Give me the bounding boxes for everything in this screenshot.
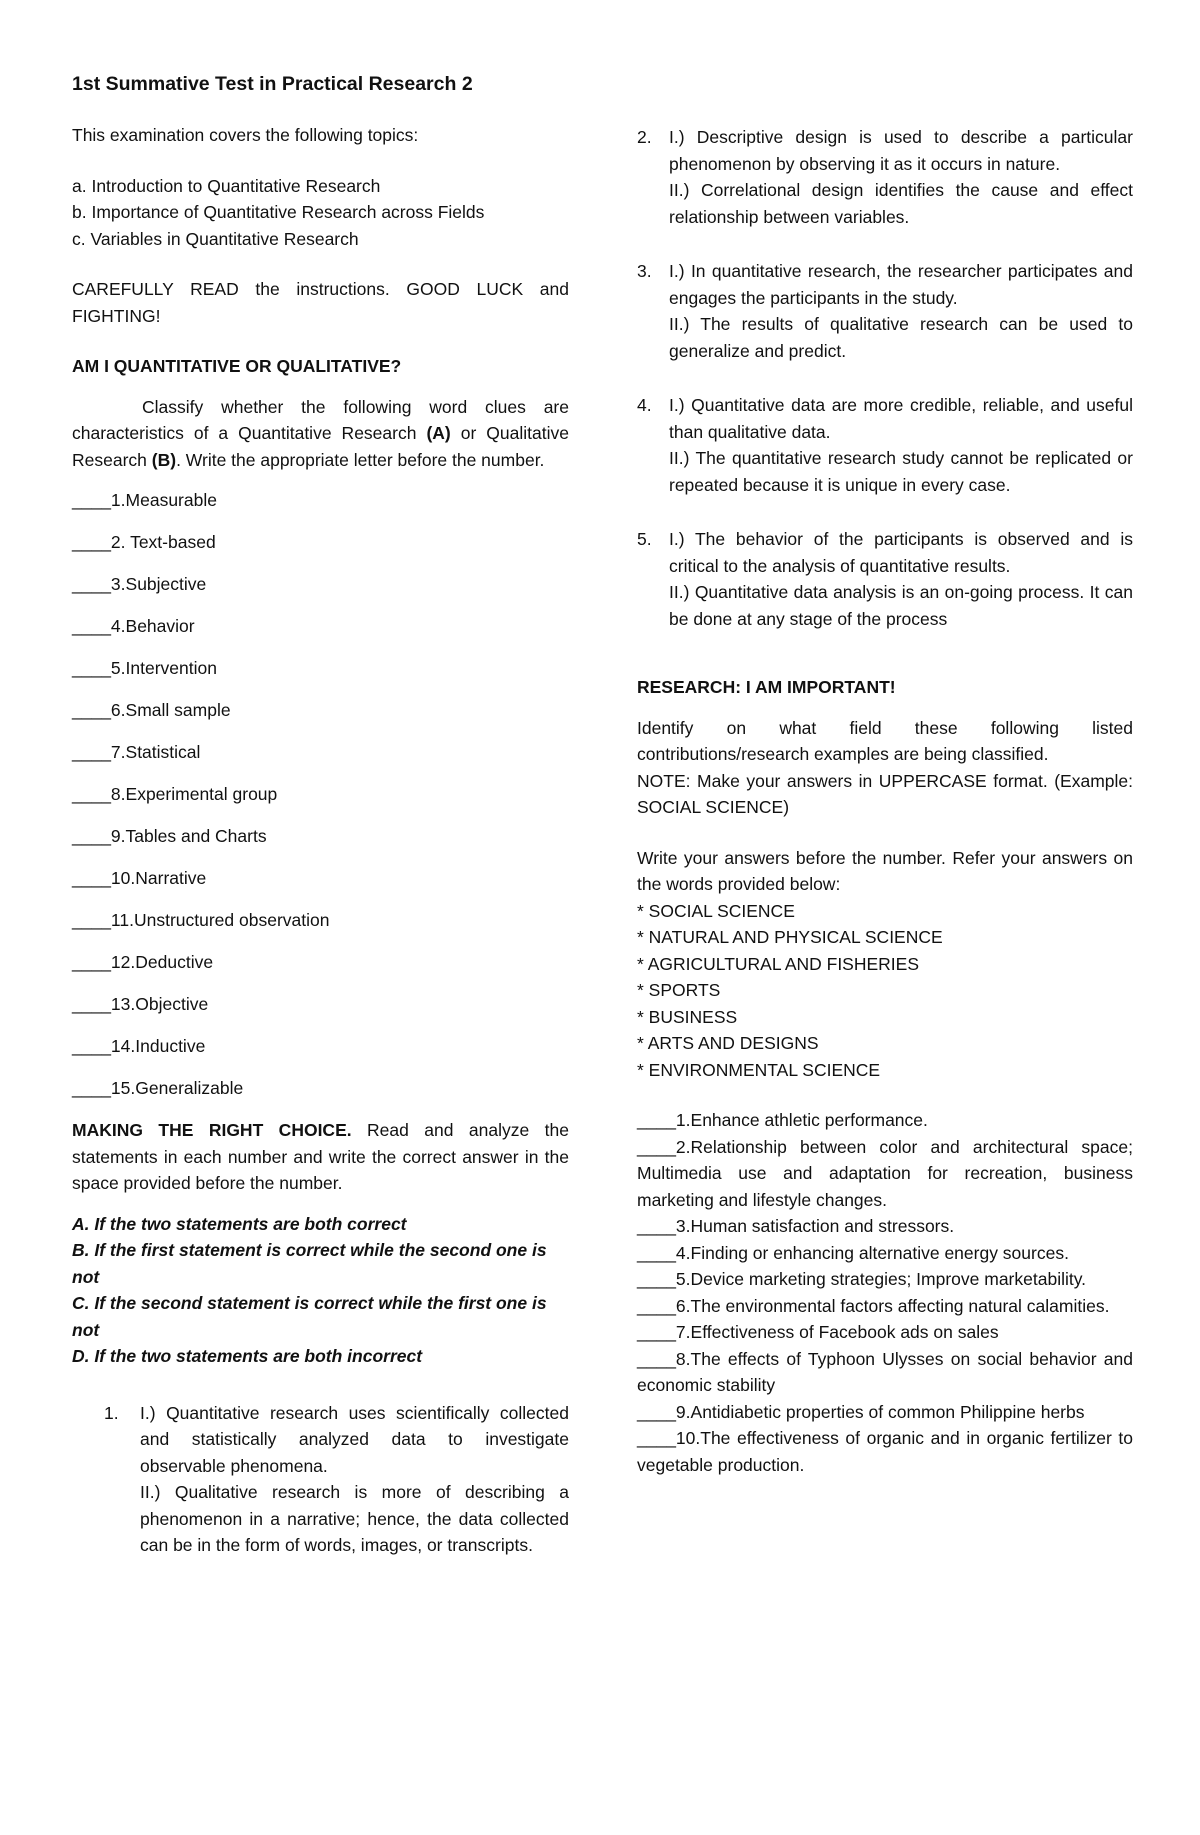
statement-two: II.) Qualitative research is more of describing a phenomenon in a narrative; hence, the data collected can be in the form of words, images, or transcripts.	[140, 1482, 569, 1555]
research-item: ____10.The effectiveness of organic and in organic fertilizer to vegetable production.	[637, 1428, 1133, 1475]
word-clue-item: ____12.Deductive	[72, 952, 214, 972]
topic-item: a. Introduction to Quantitative Research	[72, 175, 381, 196]
instructions-text: CAREFULLY READ the instructions. GOOD LUCK and FIGHTING!	[72, 279, 569, 326]
question-item	[637, 124, 1133, 230]
choice-option-b: B. If the first statement is correct while the second one is not	[72, 1240, 547, 1287]
statement-two: II.) Quantitative data analysis is an on-going process. It can be done at any stage of the process	[669, 582, 1133, 629]
field-choice: * NATURAL AND PHYSICAL SCIENCE	[637, 927, 943, 947]
right-column	[637, 124, 1133, 1478]
statement-one: I.) In quantitative research, the researcher participates and engages the participants in the study.	[669, 261, 1133, 308]
research-item: ____3.Human satisfaction and stressors.	[637, 1216, 955, 1236]
section3-heading: RESEARCH: I AM IMPORTANT!	[637, 677, 896, 697]
research-item: ____7.Effectiveness of Facebook ads on sales	[637, 1322, 999, 1342]
statement-one: I.) The behavior of the participants is observed and is critical to the analysis of quantitative results.	[669, 529, 1133, 576]
field-choice: * SOCIAL SCIENCE	[637, 900, 795, 921]
section3-directions-refer: Write your answers before the number. Refer your answers on the words provided below:	[637, 847, 1133, 894]
field-choice: * BUSINESS	[637, 1006, 738, 1027]
question-number: 3.	[637, 261, 652, 281]
choice-options	[72, 1211, 569, 1370]
section2-heading: MAKING THE RIGHT CHOICE.	[72, 1120, 352, 1140]
statement-one: I.) Quantitative data are more credible, reliable, and useful than qualitative data.	[669, 395, 1133, 442]
research-item: ____9.Antidiabetic properties of common Philippine herbs	[637, 1401, 1085, 1422]
topic-item: b. Importance of Quantitative Research across Fields	[72, 202, 485, 222]
word-clue-item: ____7.Statistical	[72, 742, 201, 762]
word-clue-item: ____14.Inductive	[72, 1036, 206, 1056]
statement-two: II.) The quantitative research study cannot be replicated or repeated because it is unique in every case.	[669, 448, 1133, 495]
left-column	[72, 70, 569, 1587]
field-choice: * ENVIRONMENTAL SCIENCE	[637, 1059, 881, 1080]
topic-item: c. Variables in Quantitative Research	[72, 228, 359, 249]
field-choice: * ARTS AND DESIGNS	[637, 1033, 819, 1053]
question-number: 1.	[104, 1402, 119, 1423]
research-item: ____6.The environmental factors affecting natural calamities.	[637, 1295, 1110, 1316]
directions-text: or Qualitative Research	[72, 423, 569, 470]
word-clue-item: ____6.Small sample	[72, 700, 231, 720]
word-clue-item: ____13.Objective	[72, 994, 209, 1014]
directions-text: Read and analyze the statements in each number and write the correct answer in the space provided before the number.	[72, 1120, 569, 1193]
word-clue-list	[72, 487, 569, 1101]
research-item: ____2.Relationship between color and architectural space; Multimedia use and adaptation for recreation, business marketing and lifestyle changes.	[637, 1136, 1133, 1210]
word-clue-item: ____8.Experimental group	[72, 784, 278, 804]
field-choice: * AGRICULTURAL AND FISHERIES	[637, 953, 920, 974]
word-clue-item: ____1.Measurable	[72, 490, 217, 510]
word-clue-item: ____10.Narrative	[72, 868, 207, 888]
research-item: ____5.Device marketing strategies; Improve marketability.	[637, 1269, 1087, 1289]
question-item	[104, 1400, 569, 1559]
research-item: ____1.Enhance athletic performance.	[637, 1110, 928, 1130]
research-item: ____8.The effects of Typhoon Ulysses on social behavior and economic stability	[637, 1348, 1133, 1395]
section3-directions: Identify on what field these following listed contributions/research examples are being classified.	[637, 717, 1133, 764]
field-choice: * SPORTS	[637, 980, 721, 1000]
choice-option-d: D. If the two statements are both incorrect	[72, 1346, 423, 1366]
section2-directions	[72, 1117, 569, 1197]
directions-text: Classify whether the following word clues are characteristics of a Quantitative Research	[72, 396, 569, 443]
question-item	[637, 258, 1133, 364]
question-number: 5.	[637, 529, 652, 549]
choice-option-c: C. If the second statement is correct while the first one is not	[72, 1293, 547, 1340]
research-items	[637, 1107, 1133, 1478]
word-clue-item: ____2. Text-based	[72, 532, 216, 552]
word-clue-item: ____11.Unstructured observation	[72, 910, 330, 930]
exam-title: 1st Summative Test in Practical Research 2	[72, 73, 473, 95]
directions-text: . Write the appropriate letter before the number.	[176, 449, 545, 470]
statement-one: I.) Quantitative research uses scientifically collected and statistically analyzed data to investigate observable phenomena.	[140, 1402, 569, 1476]
question-number: 4.	[637, 395, 652, 415]
question-item	[637, 526, 1133, 632]
statement-two: II.) The results of qualitative research can be used to generalize and predict.	[669, 314, 1133, 361]
question-item	[637, 392, 1133, 498]
intro-text: This examination covers the following topics:	[72, 125, 419, 145]
word-clue-item: ____4.Behavior	[72, 616, 195, 636]
statement-one: I.) Descriptive design is used to describe a particular phenomenon by observing it as it occurs in nature.	[669, 127, 1133, 174]
section1-heading: AM I QUANTITATIVE OR QUALITATIVE?	[72, 356, 402, 376]
choice-option-a: A. If the two statements are both correct	[72, 1213, 407, 1234]
word-clue-item: ____9.Tables and Charts	[72, 826, 267, 846]
word-clue-item: ____3.Subjective	[72, 574, 207, 594]
research-item: ____4.Finding or enhancing alternative energy sources.	[637, 1242, 1069, 1263]
section1-directions	[72, 394, 569, 474]
answer-letter-a: (A)	[426, 423, 451, 443]
field-choices	[637, 898, 1133, 1084]
question-number: 2.	[637, 127, 652, 147]
answer-letter-b: (B)	[151, 449, 177, 470]
section3-note: NOTE: Make your answers in UPPERCASE format. (Example: SOCIAL SCIENCE)	[637, 770, 1133, 817]
word-clue-item: ____15.Generalizable	[72, 1078, 244, 1098]
statement-two: II.) Correlational design identifies the cause and effect relationship between variables.	[669, 180, 1133, 227]
word-clue-item: ____5.Intervention	[72, 658, 217, 678]
